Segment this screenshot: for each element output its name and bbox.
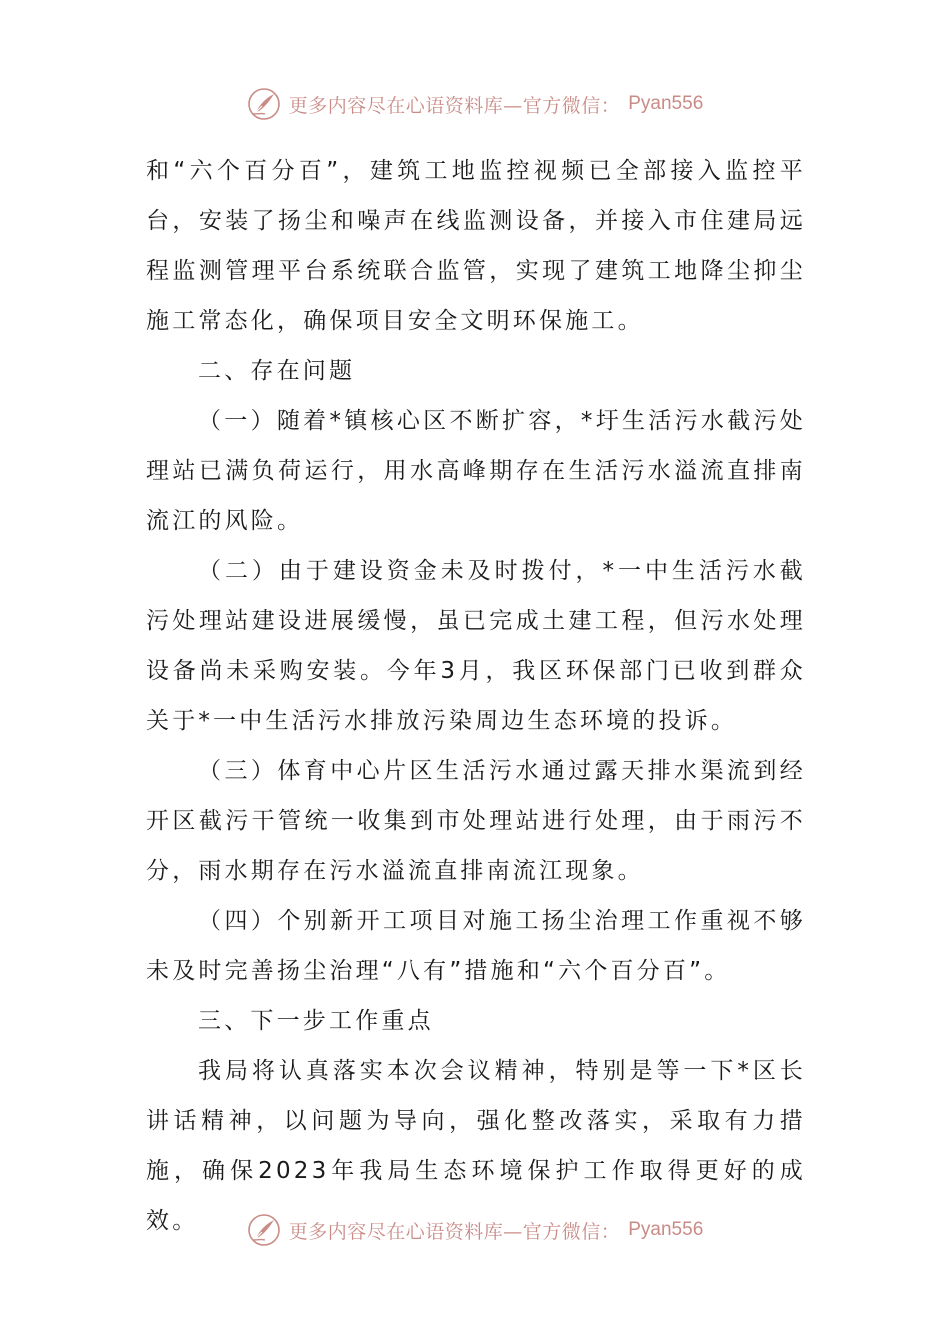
section-heading: 二、存在问题 [198, 358, 356, 384]
document-body [146, 146, 806, 1246]
paragraph: （四）个别新开工项目对施工扬尘治理工作重视不够未及时完善扬尘治理“八有”措施和“六个百分百”。 [146, 908, 806, 984]
section-heading: 三、下一步工作重点 [198, 1008, 434, 1034]
watermark-header [0, 86, 950, 122]
quill-logo-icon [247, 87, 281, 121]
quill-logo-icon [247, 1213, 281, 1247]
watermark-text: 更多内容尽在心语资料库—官方微信： [288, 94, 621, 117]
paragraph: 我局将认真落实本次会议精神，特别是等一下*区长讲话精神，以问题为导向，强化整改落实，采取有力措施，确保2023年我局生态环境保护工作取得更好的成效。 [146, 1058, 806, 1234]
paragraph: （三）体育中心片区生活污水通过露天排水渠流到经开区截污干管统一收集到市处理站进行处理，由于雨污不分，雨水期存在污水溢流直排南流江现象。 [146, 758, 806, 884]
watermark-footer [0, 1212, 950, 1248]
paragraph: （一）随着*镇核心区不断扩容，*圩生活污水截污处理站已满负荷运行，用水高峰期存在生活污水溢流直排南流江的风险。 [146, 408, 806, 534]
paragraph: （二）由于建设资金未及时拨付，*一中生活污水截污处理站建设进展缓慢，虽已完成土建工程，但污水处理设备尚未采购安装。今年3月，我区环保部门已收到群众关于*一中生活污水排放污染周边生态环境的投诉。 [146, 558, 806, 734]
watermark-wechat-id: Pyan556 [628, 93, 704, 114]
watermark-text: 更多内容尽在心语资料库—官方微信： [288, 1220, 621, 1243]
paragraph: 和“六个百分百”，建筑工地监控视频已全部接入监控平台，安装了扬尘和噪声在线监测设备，并接入市住建局远程监测管理平台系统联合监管，实现了建筑工地降尘抑尘施工常态化，确保项目安全文明环保施工。 [146, 158, 806, 334]
watermark-wechat-id: Pyan556 [628, 1219, 704, 1240]
